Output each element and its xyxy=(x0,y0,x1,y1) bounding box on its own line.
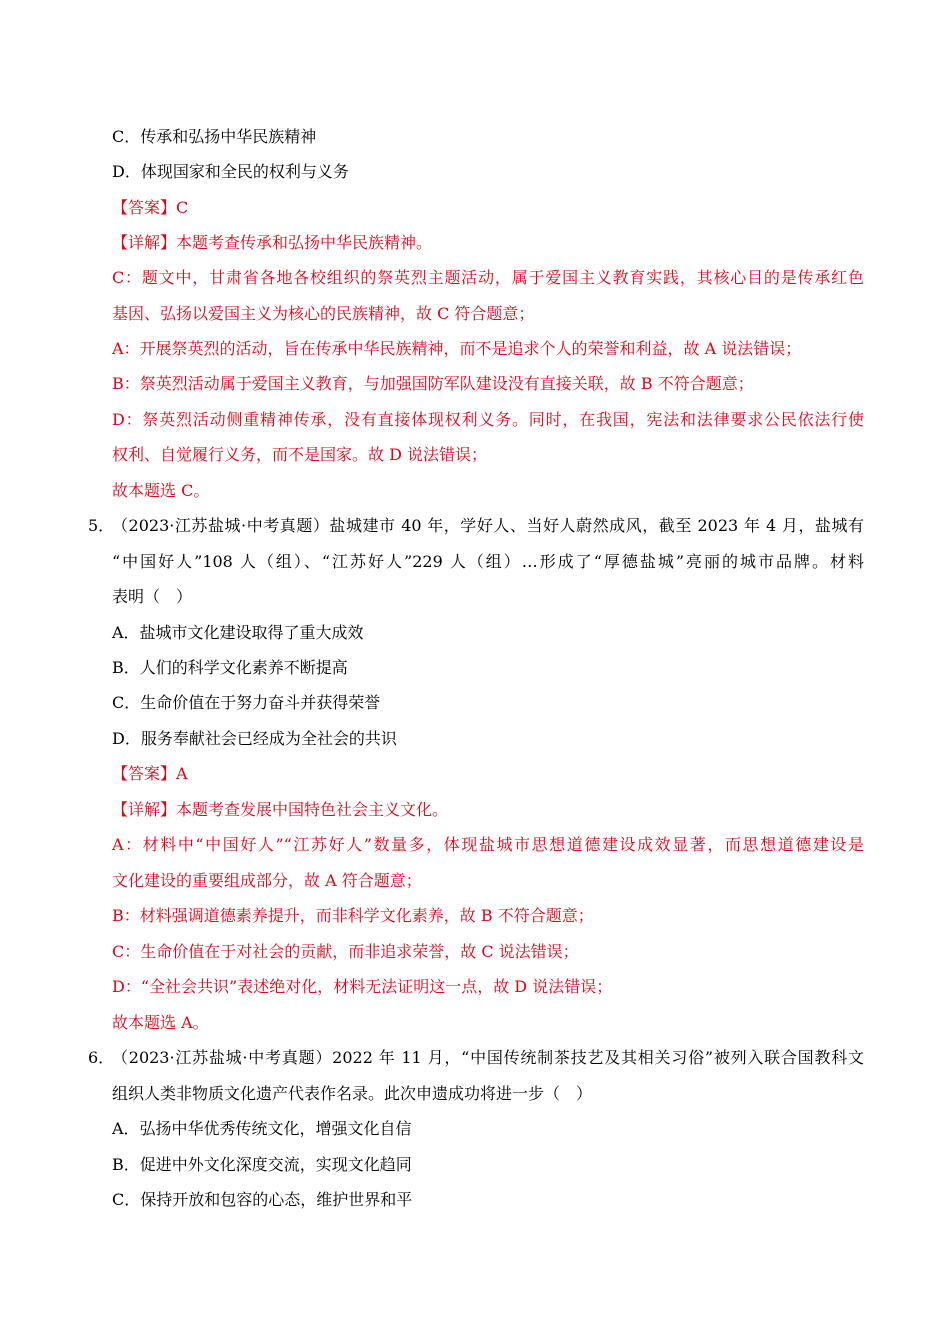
detail-line: A：开展祭英烈的活动，旨在传承中华民族精神，而不是追求个人的荣誉和利益，故 A 说法错误； xyxy=(112,339,802,358)
question-number: 5． xyxy=(88,516,115,535)
option-b: B．人们的科学文化素养不断提高 xyxy=(112,658,348,677)
detail-line: A：材料中“中国好人”“江苏好人”数量多，体现盐城市思想道德建设成效显著，而思想道德建设是 xyxy=(112,835,864,854)
answer: 【答案】C xyxy=(112,198,189,217)
question-stem: 表明（ ） xyxy=(112,587,193,606)
detail-line: D：祭英烈活动侧重精神传承，没有直接体现权利义务。同时，在我国，宪法和法律要求公民依法行使 xyxy=(112,410,864,429)
detail-title: 【详解】本题考查传承和弘扬中华民族精神。 xyxy=(112,233,433,252)
option-a: A．盐城市文化建设取得了重大成效 xyxy=(112,623,364,642)
option-c: C．传承和弘扬中华民族精神 xyxy=(112,127,317,146)
detail-line: 基因、弘扬以爱国主义为核心的民族精神，故 C 符合题意； xyxy=(112,304,535,323)
detail-line: B：材料强调道德素养提升，而非科学文化素养，故 B 不符合题意； xyxy=(112,906,594,925)
question-number: 6． xyxy=(88,1048,115,1067)
option-d: D．体现国家和全民的权利与义务 xyxy=(112,162,349,181)
answer: 【答案】A xyxy=(112,764,188,783)
option-c: C．保持开放和包容的心态，维护世界和平 xyxy=(112,1190,413,1209)
option-b: B．促进中外文化深度交流，实现文化趋同 xyxy=(112,1155,412,1174)
question-stem: 组织人类非物质文化遗产代表作名录。此次申遗成功将进一步（ ） xyxy=(112,1084,593,1103)
option-c: C．生命价值在于努力奋斗并获得荣誉 xyxy=(112,693,381,712)
detail-conclusion: 故本题选 C。 xyxy=(112,481,210,500)
option-d: D．服务奉献社会已经成为全社会的共识 xyxy=(112,729,397,748)
detail-line: 权利、自觉履行义务，而不是国家。故 D 说法错误； xyxy=(112,445,488,464)
detail-line: B：祭英烈活动属于爱国主义教育，与加强国防军队建设没有直接关联，故 B 不符合题意； xyxy=(112,374,754,393)
question-stem: （2023·江苏盐城·中考真题）2022 年 11 月，“中国传统制茶技艺及其相关习俗”被列入联合国教科文 xyxy=(112,1048,864,1067)
detail-line: D：“全社会共识”表述绝对化，材料无法证明这一点，故 D 说法错误； xyxy=(112,977,613,996)
detail-line: C：题文中，甘肃省各地各校组织的祭英烈主题活动，属于爱国主义教育实践，其核心目的是传承红色 xyxy=(112,268,864,287)
detail-line: 文化建设的重要组成部分，故 A 符合题意； xyxy=(112,871,422,890)
question-stem: “中国好人”108 人（组）、“江苏好人”229 人（组）…形成了“厚德盐城”亮丽的城市品牌。材料 xyxy=(112,552,864,571)
question-stem: （2023·江苏盐城·中考真题）盐城建市 40 年，学好人、当好人蔚然成风，截至 2023 年 4 月，盐城有 xyxy=(112,516,864,535)
detail-conclusion: 故本题选 A。 xyxy=(112,1013,209,1032)
detail-title: 【详解】本题考查发展中国特色社会主义文化。 xyxy=(112,800,449,819)
detail-line: C：生命价值在于对社会的贡献，而非追求荣誉，故 C 说法错误； xyxy=(112,942,579,961)
option-a: A．弘扬中华优秀传统文化，增强文化自信 xyxy=(112,1119,412,1138)
